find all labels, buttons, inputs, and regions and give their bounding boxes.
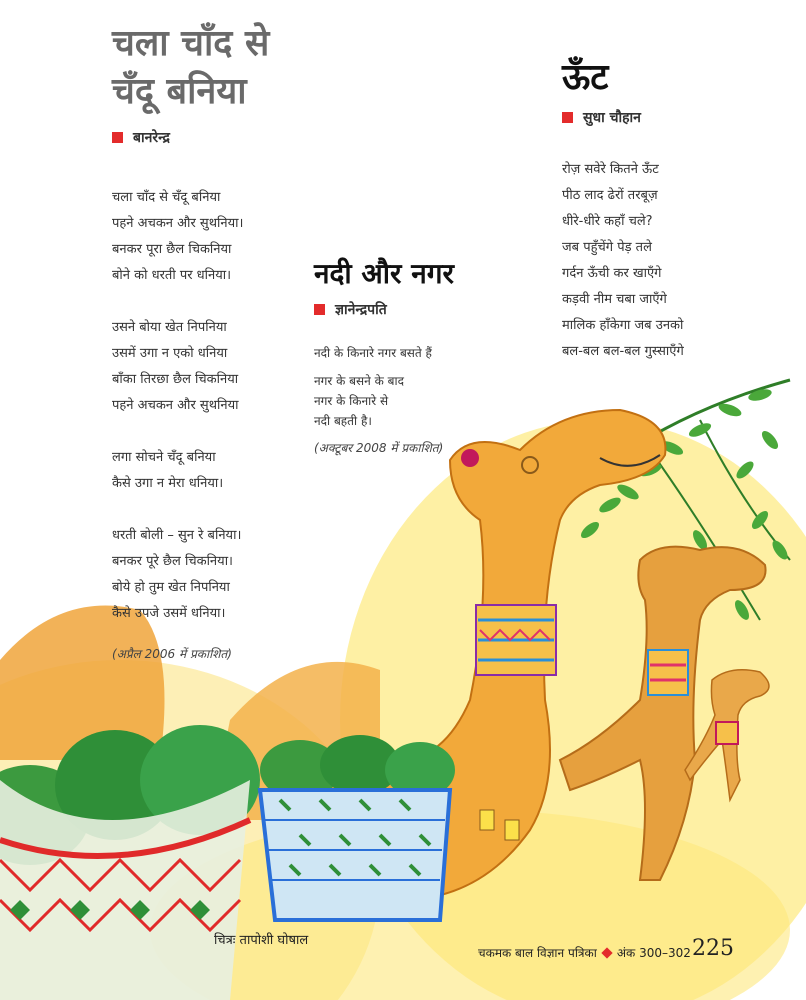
poem-line: उसमें उगा न एको धनिया [112,346,228,361]
poem-body [562,157,782,365]
red-square-icon [314,304,325,315]
poem-line: जब पहुँचेंगे पेड़ तले [562,240,652,255]
poem-line: धरती बोली – सुन रे बनिया। [112,528,242,543]
red-diamond-icon [601,947,612,958]
poem-line: धीरे-धीरे कहाँ चले? [562,214,653,229]
poem-body [314,343,514,431]
poem-line: बोने को धरती पर धनिया। [112,268,232,283]
watermelon-basket-left [0,725,260,1000]
poem-line: नदी के किनारे नगर बसते हैं [314,346,432,360]
poem-author [314,300,514,319]
author-name: बानरेन्द्र [133,130,170,146]
poem-line: नगर के किनारे से [314,394,389,408]
poem-line: मालिक हाँकेगा जब उनको [562,318,684,333]
poem-line: पहने अचकन और सुथनिया [112,398,239,413]
stanza [314,343,514,363]
poem-title-line: चला चाँद से [112,23,270,64]
magazine-footer [478,944,691,961]
poem-line: बनकर पूरा छैल चिकनिया [112,242,232,257]
poem-title-line: चँदू बनिया [112,71,247,112]
poem-line: उसने बोया खेत निपनिया [112,320,227,335]
stanza [562,157,782,365]
poem-line: पीठ लाद ढेरों तरबूज़ [562,188,658,203]
poem-line: बनकर पूरे छैल चिकनिया। [112,554,233,569]
author-name: ज्ञानेन्द्रपति [335,302,387,318]
magazine-name: चकमक बाल विज्ञान पत्रिका [478,946,597,960]
poem-author [562,108,782,127]
poem-line: कैसे उगा न मेरा धनिया। [112,476,224,491]
red-square-icon [112,132,123,143]
page-number: 225 [692,936,734,961]
poem-line: रोज़ सवेरे कितने ऊँट [562,162,659,177]
poem-line: नदी बहती है। [314,414,372,428]
poem-line: गर्दन ऊँची कर खाएँगे [562,266,662,281]
poem-line: बल-बल बल-बल गुस्साएँगे [562,344,684,359]
poem-oont [562,56,782,365]
poem-author [112,128,392,147]
poem-line: चला चाँद से चँदू बनिया [112,190,221,205]
author-name: सुधा चौहान [583,110,641,126]
poem-line: कैसे उपजे उसमें धनिया। [112,606,226,621]
red-square-icon [562,112,573,123]
publication-credit: (अक्टूबर 2008 में प्रकाशित) [314,441,444,455]
poem-title: ऊँट [562,57,609,98]
poem-line: कड़वी नीम चबा जाएँगे [562,292,667,307]
poem-line: बोये हो तुम खेत निपनिया [112,580,230,595]
poem-line: नगर के बसने के बाद [314,374,404,388]
poem-nadi-aur-nagar [314,256,514,456]
poem-title [112,20,392,116]
poem-line: बाँका तिरछा छैल चिकनिया [112,372,239,387]
issue-number: अंक 300–302 [616,946,691,960]
poem-title: नदी और नगर [314,257,455,290]
stanza [314,371,514,431]
publication-credit: (अप्रैल 2006 में प्रकाशित) [112,647,232,661]
poem-line: पहने अचकन और सुथनिया। [112,216,244,231]
watermelon-basket-center [260,735,455,920]
stanza [112,523,392,627]
illustrator-credit: चित्रः तापोशी घोषाल [214,933,309,948]
poem-line: लगा सोचने चँदू बनिया [112,450,216,465]
